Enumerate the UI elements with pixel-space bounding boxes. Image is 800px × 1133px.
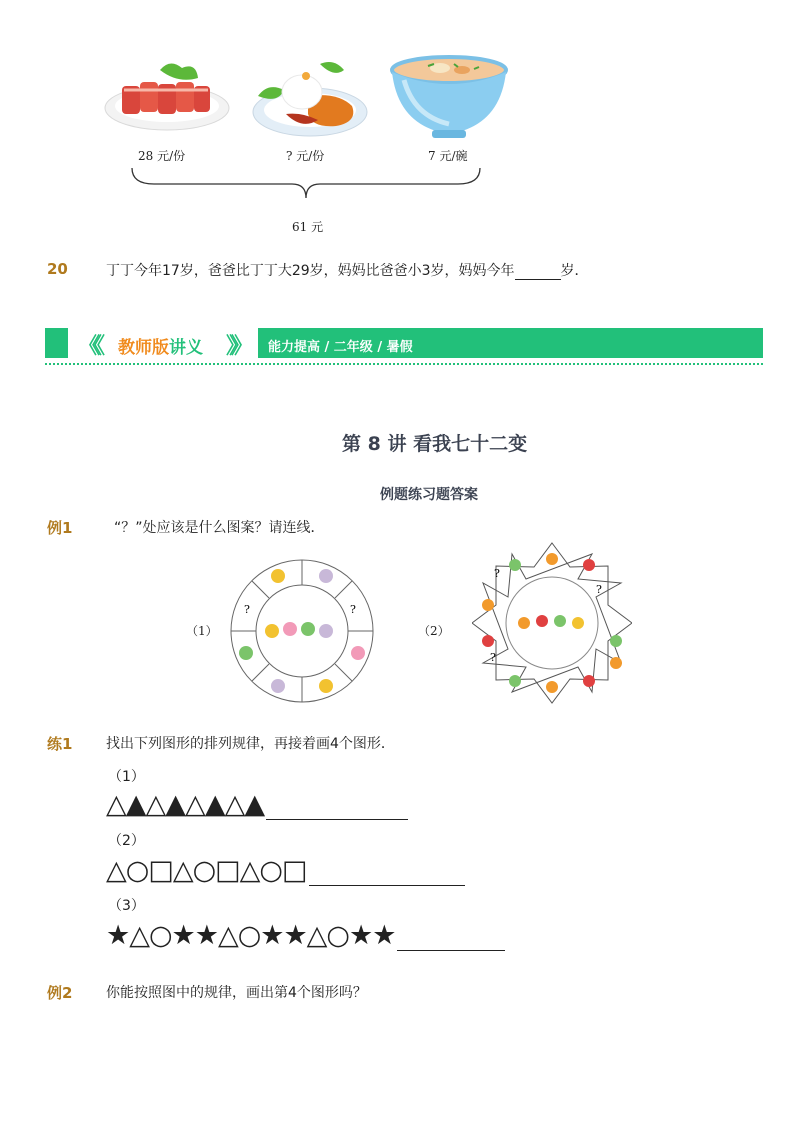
chevron-left-icon: 《《: [78, 334, 100, 359]
item-number: （3）: [108, 898, 145, 914]
shape-sequence-text: ★△○★★△○★★△○★★: [106, 920, 396, 951]
star-pattern-figure: [472, 541, 632, 705]
price-chicken: ? 元/份: [286, 149, 325, 163]
example-1-label: 例1: [47, 519, 73, 537]
practice-1-label: 练1: [47, 735, 73, 753]
question-20-tail: 岁．: [560, 263, 589, 279]
banner-title: [118, 333, 203, 358]
answer-blank[interactable]: [515, 265, 561, 280]
example-2-text: 你能按照图中的规律，画出第4个图形吗？: [106, 985, 367, 1001]
answer-blank[interactable]: [309, 859, 465, 886]
ring-pattern-figure: [228, 557, 376, 705]
shape-sequence-3: [106, 921, 505, 951]
question-mark: ?: [244, 603, 250, 616]
answer-blank[interactable]: [397, 924, 505, 951]
example-2-label: 例2: [47, 984, 73, 1002]
question-mark: ?: [350, 603, 356, 616]
question-mark: ?: [490, 651, 496, 664]
lecture-subtitle: 例题练习题答案: [380, 487, 478, 503]
lecture-title: 第 8 讲 看我七十二变: [342, 433, 528, 455]
banner-title-green: 讲义: [169, 338, 203, 358]
price-soup: 7 元/碗: [428, 149, 468, 163]
question-mark: ?: [596, 583, 602, 596]
answer-blank[interactable]: [266, 793, 408, 820]
question-number: 20: [47, 260, 68, 278]
banner-divider: [45, 363, 763, 365]
practice-1-text: 找出下列图形的排列规律，再接着画4个图形．: [106, 736, 395, 752]
figure-2-label: （2）: [418, 624, 450, 638]
question-20-stem: 丁丁今年17岁，爸爸比丁丁大29岁，妈妈比爸爸小3岁，妈妈今年: [106, 263, 515, 279]
total-brace: [128, 166, 484, 206]
meat-plate-image: [100, 56, 235, 136]
banner-breadcrumb: 能力提高 / 二年级 / 暑假: [268, 340, 413, 355]
soup-bowl-image: [388, 54, 510, 142]
item-number: （2）: [108, 833, 145, 849]
total-price: 61 元: [292, 220, 324, 234]
question-mark: ?: [494, 567, 500, 580]
example-1-text: “？”处应该是什么图案？请连线．: [114, 520, 325, 536]
shape-sequence-2: [106, 856, 465, 886]
question-20-text: [106, 260, 589, 280]
price-meat: 28 元/份: [138, 149, 186, 163]
item-number: （1）: [108, 769, 145, 785]
chevron-right-icon: 》》: [226, 334, 248, 359]
shape-sequence-text: △○□△○□△○□: [106, 855, 307, 886]
shape-sequence-text: △▲△▲△▲△▲: [106, 789, 265, 820]
banner-title-orange: 教师版: [118, 338, 169, 358]
egg-chicken-plate-image: [250, 56, 370, 141]
shape-sequence-1: [106, 790, 408, 820]
figure-1-label: （1）: [186, 624, 218, 638]
